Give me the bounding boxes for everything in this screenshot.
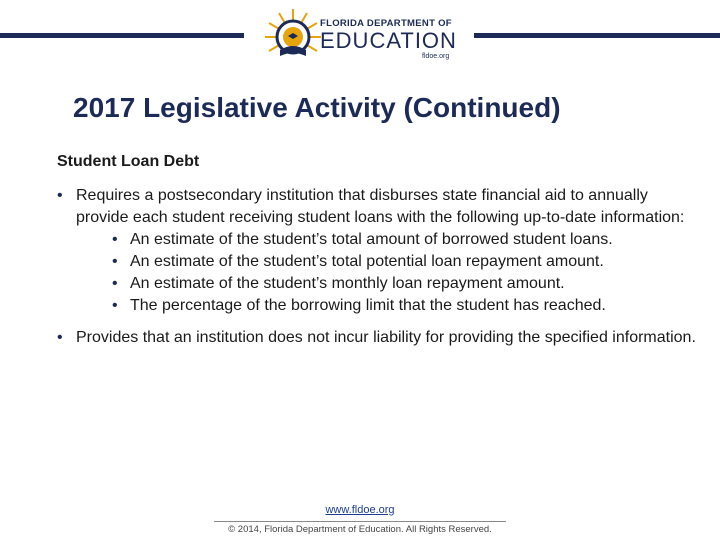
list-item xyxy=(57,327,697,349)
sub-list-item: • An estimate of the student’s total potential loan repayment amount. xyxy=(112,251,697,273)
sub-list-item: • The percentage of the borrowing limit that the student has reached. xyxy=(112,295,697,317)
header-rule-right xyxy=(474,33,720,38)
footer-copyright: © 2014, Florida Department of Education. All Rights Reserved. xyxy=(228,524,492,535)
header-rule-left xyxy=(0,33,244,38)
sub-bullet-list xyxy=(76,229,697,317)
logo-org-line: FLORIDA DEPARTMENT OF xyxy=(320,18,452,29)
section-subheading: Student Loan Debt xyxy=(57,153,200,170)
footer-website-link[interactable]: www.fldoe.org xyxy=(325,504,395,516)
sunburst-emblem-icon xyxy=(262,6,324,68)
list-item xyxy=(57,185,697,317)
slide-title: 2017 Legislative Activity (Continued) xyxy=(73,92,561,123)
logo-site: fldoe.org xyxy=(422,53,450,60)
logo-org-word: EDUCATION xyxy=(320,28,457,53)
sub-list-item: • An estimate of the student’s monthly loan repayment amount. xyxy=(112,273,697,295)
footer-divider xyxy=(214,521,506,522)
fldoe-logo xyxy=(262,6,462,68)
bullet-list xyxy=(57,185,697,349)
bullet-text: Provides that an institution does not incur liability for providing the specified information. xyxy=(76,329,696,346)
sub-list-item: • An estimate of the student’s total amount of borrowed student loans. xyxy=(112,229,697,251)
bullet-text: Requires a postsecondary institution that disburses state financial aid to annually provide each student receiving student loans with the following up-to-date information: xyxy=(76,187,685,226)
